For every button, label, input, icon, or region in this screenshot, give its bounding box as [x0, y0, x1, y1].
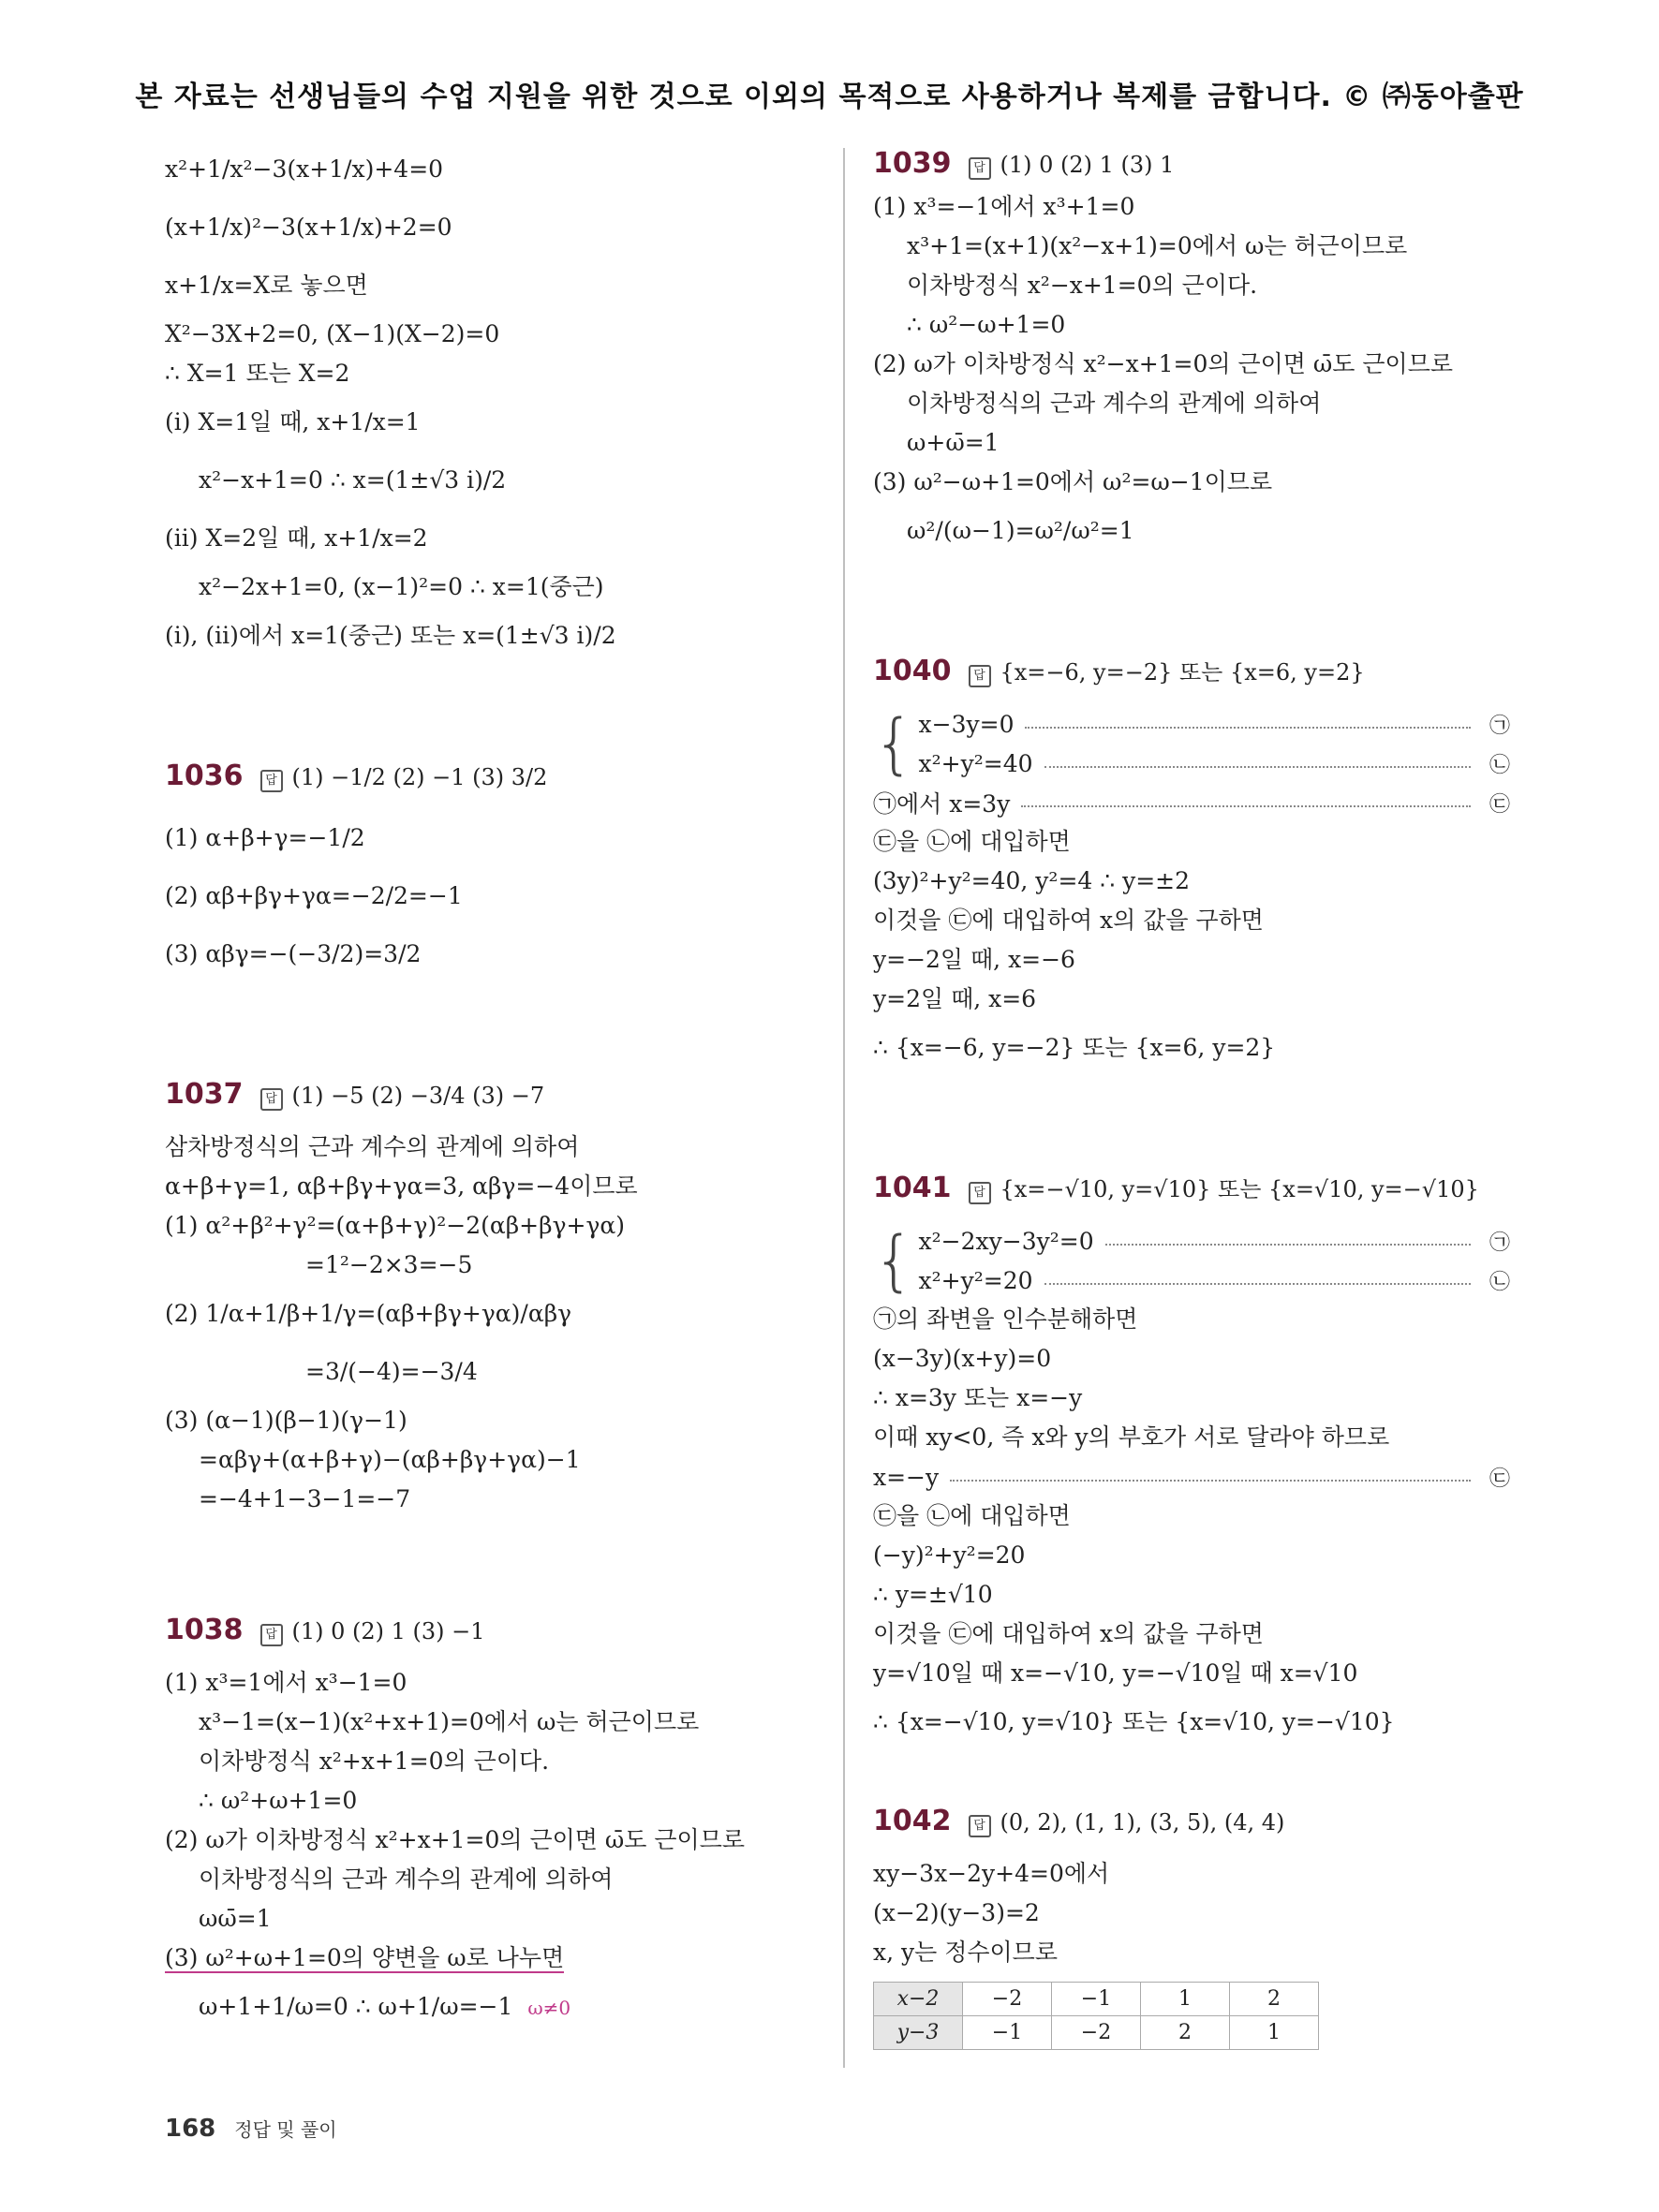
- solution-line: x³−1=(x−1)(x²+x+1)=0에서 ω는 허근이므로: [199, 1708, 700, 1735]
- brace-icon: {: [873, 705, 915, 782]
- intro-line: (ⅰ), (ⅱ)에서 x=1(중근) 또는 x=(1±√3 i)/2: [165, 622, 616, 649]
- solution-line: (3) ω²−ω+1=0에서 ω²=ω−1이므로: [873, 468, 1273, 495]
- solution-line: (x−2)(y−3)=2: [873, 1899, 1040, 1926]
- intro-line: ∴ X=1 또는 X=2: [165, 360, 350, 387]
- solution-line: (2) 1/α+1/β+1/γ=(αβ+βγ+γα)/αβγ: [165, 1300, 572, 1327]
- side-note: ω≠0: [527, 1997, 571, 2019]
- table-cell: x−2: [874, 1983, 963, 2016]
- solution-line: ωω̄=1: [199, 1905, 272, 1932]
- equation-system: [873, 704, 1510, 783]
- solution-line: (3) αβγ=−(−3/2)=3/2: [165, 940, 422, 967]
- problem-number: 1036: [165, 759, 244, 792]
- intro-line: X²−3X+2=0, (X−1)(X−2)=0: [165, 320, 500, 347]
- solution-line: 이차방정식 x²−x+1=0의 근이다.: [907, 272, 1258, 299]
- solution-line: 이차방정식 x²+x+1=0의 근이다.: [199, 1747, 550, 1775]
- solution-line: 이것을 ㉢에 대입하여 x의 값을 구하면: [873, 1620, 1264, 1647]
- page-footer: [165, 2115, 337, 2143]
- solution-line: [165, 1939, 839, 1978]
- copyright-notice: 본 자료는 선생님들의 수업 지원을 위한 것으로 이외의 목적으로 사용하거나 복제를 금합니다. © ㈜동아출판: [135, 81, 1524, 113]
- problem-number: 1037: [165, 1078, 244, 1111]
- intro-line: x²+1/x²−3(x+1/x)+4=0: [165, 155, 444, 183]
- solution-line: (1) α²+β²+γ²=(α+β+γ)²−2(αβ+βγ+γα): [165, 1212, 626, 1239]
- solution-line: 이차방정식의 근과 계수의 관계에 의하여: [907, 390, 1322, 417]
- solution-line: ∴ x=3y 또는 x=−y: [873, 1384, 1083, 1411]
- problem-number: 1040: [873, 655, 952, 687]
- solution-line: (2) αβ+βγ+γα=−2/2=−1: [165, 882, 463, 909]
- problem-header-1040: [873, 639, 1510, 704]
- solution-line: y=√10일 때 x=−√10, y=−√10일 때 x=√10: [873, 1659, 1358, 1687]
- table-cell: y−3: [874, 2016, 963, 2050]
- solution-line: ∴ ω²+ω+1=0: [199, 1787, 358, 1814]
- solution-line: 이것을 ㉢에 대입하여 x의 값을 구하면: [873, 907, 1264, 934]
- problem-number: 1038: [165, 1614, 244, 1646]
- answer-icon: 답: [260, 770, 283, 792]
- solution-line: (1) α+β+γ=−1/2: [165, 824, 365, 851]
- right-column: [873, 140, 1510, 2050]
- problem-header-1042: [873, 1789, 1510, 1854]
- equation-row: x²−2xy−3y²=0 ㉠: [918, 1227, 1510, 1255]
- solution-line: =αβγ+(α+β+γ)−(αβ+βγ+γα)−1: [199, 1446, 581, 1473]
- problem-header-1038: [165, 1598, 839, 1663]
- solution-line: ∴ ω²−ω+1=0: [907, 311, 1066, 338]
- solution-line: (2) ω가 이차방정식 x²−x+1=0의 근이면 ω̄도 근이므로: [873, 350, 1453, 377]
- solution-line: y=−2일 때, x=−6: [873, 946, 1075, 973]
- solution-line: (1) x³=1에서 x³−1=0: [165, 1669, 407, 1696]
- solution-line: (3y)²+y²=40, y²=4 ∴ y=±2: [873, 867, 1191, 894]
- table-row: [874, 2016, 1319, 2050]
- table-cell: 1: [1141, 1983, 1230, 2016]
- solution-line: ㉠의 좌변을 인수분해하면: [873, 1305, 1138, 1333]
- solution-line: (2) ω가 이차방정식 x²+x+1=0의 근이면 ω̄도 근이므로: [165, 1826, 745, 1853]
- solution-line: (1) x³=−1에서 x³+1=0: [873, 193, 1135, 220]
- intro-line: x+1/x=X로 놓으면: [165, 272, 368, 299]
- column-divider: [843, 148, 845, 2068]
- answer-icon: 답: [969, 1815, 991, 1837]
- solution-line: =−4+1−3−1=−7: [199, 1485, 411, 1512]
- solution-line: =1²−2×3=−5: [305, 1251, 473, 1278]
- brace-icon: {: [873, 1222, 915, 1299]
- intro-line: x²−x+1=0 ∴ x=(1±√3 i)/2: [199, 466, 507, 494]
- problem-number: 1042: [873, 1805, 952, 1837]
- solution-line: ∴ {x=−√10, y=√10} 또는 {x=√10, y=−√10}: [873, 1708, 1395, 1735]
- problem-header-1036: [165, 744, 839, 809]
- page-number: 168: [165, 2115, 216, 2143]
- solution-line: 삼차방정식의 근과 계수의 관계에 의하여: [165, 1133, 580, 1160]
- table-cell: −1: [1052, 1983, 1141, 2016]
- solution-line: ω+ω̄=1: [907, 429, 1000, 456]
- problem-answer: (0, 2), (1, 1), (3, 5), (4, 4): [1000, 1809, 1285, 1836]
- problem-answer: {x=−√10, y=√10} 또는 {x=√10, y=−√10}: [1000, 1176, 1479, 1202]
- problem-header-1039: [873, 140, 1510, 187]
- solution-line: ㉢을 ㉡에 대입하면: [873, 828, 1071, 855]
- solution-line: x³+1=(x+1)(x²−x+1)=0에서 ω는 허근이므로: [907, 232, 1408, 259]
- equation-row: x=−y ㉢: [873, 1463, 1510, 1491]
- solution-line: (x−3y)(x+y)=0: [873, 1345, 1052, 1372]
- table-cell: −1: [963, 2016, 1052, 2050]
- problem-answer: (1) −5 (2) −3/4 (3) −7: [291, 1083, 545, 1109]
- solution-line: ∴ {x=−6, y=−2} 또는 {x=6, y=2}: [873, 1034, 1276, 1061]
- solution-line: ∴ y=±√10: [873, 1581, 993, 1608]
- solution-line: y=2일 때, x=6: [873, 985, 1037, 1012]
- solution-line: xy−3x−2y+4=0에서: [873, 1860, 1110, 1887]
- solution-line: α+β+γ=1, αβ+βγ+γα=3, αβγ=−4이므로: [165, 1172, 638, 1200]
- table-cell: 2: [1141, 2016, 1230, 2050]
- problem-answer: (1) 0 (2) 1 (3) 1: [1000, 152, 1175, 178]
- table-row: [874, 1983, 1319, 2016]
- solution-text: ω+1+1/ω=0 ∴ ω+1/ω=−1: [199, 1993, 513, 2020]
- solution-line: ω²/(ω−1)=ω²/ω²=1: [907, 517, 1134, 544]
- problem-number: 1039: [873, 147, 952, 180]
- underlined-step: (3) ω²+ω+1=0의 양변을 ω로 나누면: [165, 1944, 565, 1971]
- intro-line: (x+1/x)²−3(x+1/x)+2=0: [165, 214, 452, 241]
- answer-icon: 답: [969, 1182, 991, 1204]
- solution-line: ㉢을 ㉡에 대입하면: [873, 1502, 1071, 1529]
- problem-answer: {x=−6, y=−2} 또는 {x=6, y=2}: [1000, 659, 1365, 686]
- solution-line: (3) (α−1)(β−1)(γ−1): [165, 1407, 407, 1434]
- answer-icon: 답: [969, 157, 991, 180]
- table-cell: −2: [1052, 2016, 1141, 2050]
- solution-line: 이때 xy<0, 즉 x와 y의 부호가 서로 달라야 하므로: [873, 1423, 1390, 1451]
- equation-row: x²+y²=40 ㉡: [918, 749, 1510, 777]
- equation-row: x²+y²=20 ㉡: [918, 1266, 1510, 1294]
- intro-line: x²−2x+1=0, (x−1)²=0 ∴ x=1(중근): [199, 573, 604, 600]
- integer-pairs-table: [873, 1982, 1319, 2050]
- solution-line: 이차방정식의 근과 계수의 관계에 의하여: [199, 1865, 614, 1893]
- solution-line: [165, 1978, 839, 2036]
- table-cell: 2: [1230, 1983, 1319, 2016]
- problem-answer: (1) 0 (2) 1 (3) −1: [291, 1618, 485, 1644]
- intro-line: (ⅰ) X=1일 때, x+1/x=1: [165, 408, 421, 435]
- answer-icon: 답: [260, 1088, 283, 1111]
- table-cell: −2: [963, 1983, 1052, 2016]
- answer-icon: 답: [969, 665, 991, 687]
- equation-row: ㉠에서 x=3y ㉢: [873, 790, 1510, 818]
- answer-icon: 답: [260, 1624, 283, 1646]
- problem-header-1037: [165, 1062, 839, 1128]
- problem-header-1041: [873, 1156, 1510, 1221]
- intro-line: (ⅱ) X=2일 때, x+1/x=2: [165, 524, 428, 552]
- solution-line: =3/(−4)=−3/4: [305, 1358, 478, 1385]
- footer-label: 정답 및 풀이: [234, 2118, 337, 2141]
- problem-answer: (1) −1/2 (2) −1 (3) 3/2: [291, 764, 548, 790]
- solution-line: x, y는 정수이므로: [873, 1939, 1058, 1966]
- equation-row: x−3y=0 ㉠: [918, 710, 1510, 738]
- equation-system: [873, 1221, 1510, 1300]
- solution-line: (−y)²+y²=20: [873, 1541, 1026, 1569]
- table-cell: 1: [1230, 2016, 1319, 2050]
- left-column: [165, 140, 839, 2036]
- problem-number: 1041: [873, 1172, 952, 1204]
